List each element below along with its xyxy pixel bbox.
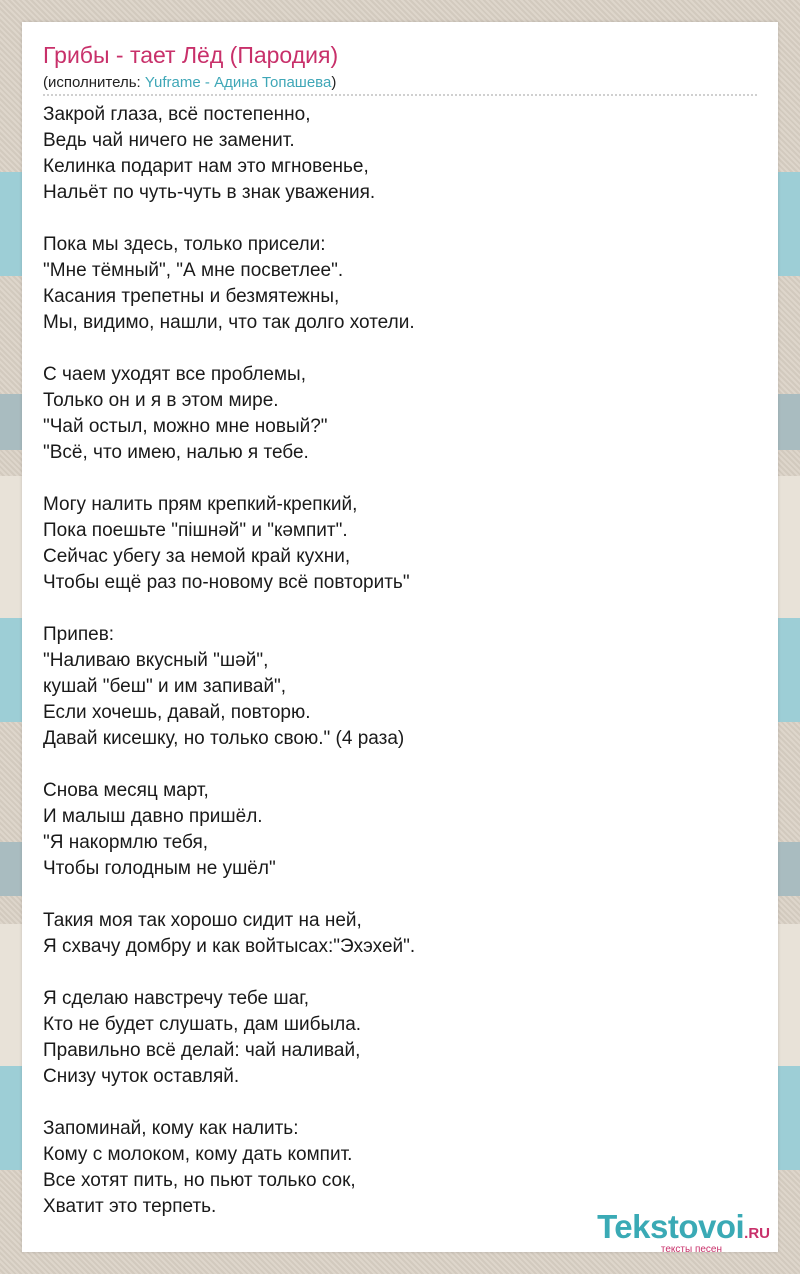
lyrics-line: "Наливаю вкусный "шәй",	[43, 650, 269, 671]
lyrics-line: Такия моя так хорошо сидит на ней,	[43, 910, 362, 931]
logo-tld: .RU	[744, 1225, 770, 1242]
lyrics-line: Кто не будет слушать, дам шибыла.	[43, 1014, 362, 1035]
lyrics-line: Чтобы ещё раз по-новому всё повторить"	[43, 572, 410, 593]
lyrics-line: С чаем уходят все проблемы,	[43, 364, 306, 385]
lyrics-stanza	[43, 362, 757, 466]
lyrics-card	[22, 22, 778, 1252]
lyrics-line: Нальёт по чуть-чуть в знак уважения.	[43, 182, 376, 203]
lyrics-line: Запоминай, кому как налить:	[43, 1118, 299, 1139]
lyrics-line: "Всё, что имею, налью я тебе.	[43, 442, 309, 463]
lyrics-stanza	[43, 232, 757, 336]
lyrics-line: Пока мы здесь, только присели:	[43, 234, 326, 255]
site-logo[interactable]	[597, 1208, 770, 1255]
lyrics-line: Я схвачу домбру и как войтысах:"Эхэхей".	[43, 936, 416, 957]
lyrics-line: Припев:	[43, 624, 115, 645]
lyrics-line: Я сделаю навстречу тебе шаг,	[43, 988, 310, 1009]
lyrics-line: "Мне тёмный", "А мне посветлее".	[43, 260, 344, 281]
lyrics-line: Давай кисешку, но только свою." (4 раза)	[43, 728, 405, 749]
artist-link[interactable]: Yuframe - Адина Топашева	[144, 74, 332, 91]
lyrics-line: Только он и я в этом мире.	[43, 390, 279, 411]
lyrics-line: Все хотят пить, но пьют только сок,	[43, 1170, 356, 1191]
lyrics-line: "Я накормлю тебя,	[43, 832, 209, 853]
lyrics-stanza	[43, 1116, 757, 1220]
lyrics-stanza	[43, 778, 757, 882]
lyrics-stanza	[43, 908, 757, 960]
lyrics-line: Пока поешьте "пiшнәй" и "кәмпит".	[43, 520, 348, 541]
lyrics-line: Закрой глаза, всё постепенно,	[43, 104, 311, 125]
lyrics-line: Могу налить прям крепкий-крепкий,	[43, 494, 358, 515]
lyrics-line: кушай "беш" и им запивай",	[43, 676, 287, 697]
title-divider	[43, 94, 757, 96]
lyrics-stanza	[43, 622, 757, 752]
lyrics-line: Келинка подарит нам это мгновенье,	[43, 156, 369, 177]
lyrics-line: Если хочешь, давай, повторю.	[43, 702, 311, 723]
lyrics-line: Мы, видимо, нашли, что так долго хотели.	[43, 312, 415, 333]
logo-tagline: тексты песен	[660, 1244, 722, 1255]
lyrics-body	[43, 102, 757, 1246]
artist-suffix: )	[331, 74, 337, 91]
lyrics-line: Сейчас убегу за немой край кухни,	[43, 546, 351, 567]
lyrics-line: Правильно всё делай: чай наливай,	[43, 1040, 361, 1061]
lyrics-stanza	[43, 102, 757, 206]
song-title: Грибы - тает Лёд (Пародия)	[43, 42, 339, 68]
lyrics-line: Хватит это терпеть.	[43, 1196, 217, 1217]
lyrics-line: Чтобы голодным не ушёл"	[43, 858, 276, 879]
lyrics-line: Касания трепетны и безмятежны,	[43, 286, 340, 307]
lyrics-line: Снова месяц март,	[43, 780, 209, 801]
lyrics-line: И малыш давно пришёл.	[43, 806, 263, 827]
lyrics-line: Ведь чай ничего не заменит.	[43, 130, 295, 151]
lyrics-stanza	[43, 986, 757, 1090]
lyrics-stanza	[43, 492, 757, 596]
artist-prefix: (исполнитель:	[43, 74, 145, 91]
lyrics-line: Снизу чуток оставляй.	[43, 1066, 240, 1087]
lyrics-line: "Чай остыл, можно мне новый?"	[43, 416, 328, 437]
lyrics-line: Кому с молоком, кому дать компит.	[43, 1144, 353, 1165]
logo-name: Tekstovoi	[597, 1208, 745, 1245]
artist-line	[43, 74, 336, 91]
